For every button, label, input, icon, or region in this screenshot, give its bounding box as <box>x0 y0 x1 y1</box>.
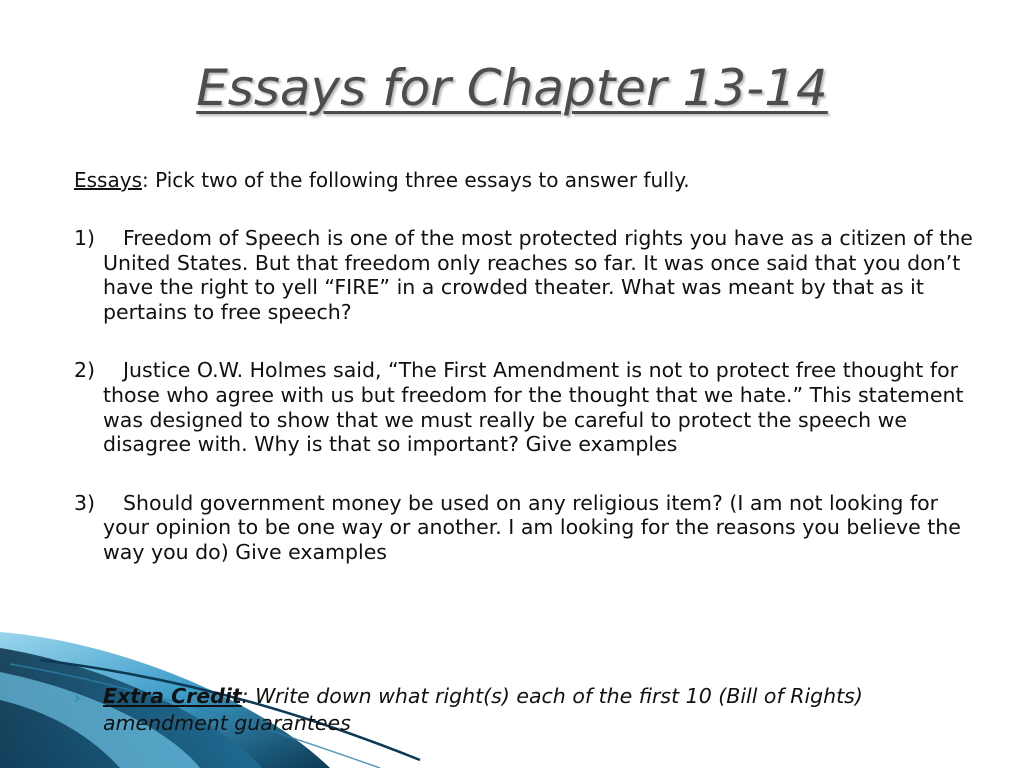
essay-content <box>74 166 974 565</box>
intro-text: : Pick two of the following three essays to answer fully. <box>142 168 690 192</box>
extra-credit-text: : Write down what right(s) each of the first 10 (Bill of Rights) amendment guarantees <box>103 684 863 735</box>
essay-text: Should government money be used on any religious item? (I am not looking for your opinion to be one way or another. I am looking for the reasons you believe the way you do) Give examples <box>103 490 961 564</box>
essay-number: 1) <box>74 226 96 250</box>
essay-text: Freedom of Speech is one of the most protected rights you have as a citizen of the United States. But that freedom only reaches so far. It was once said that you don’t have the right to yell “FIRE” in a crowded theater. What was meant by that as it pertains to free speech? <box>103 226 973 324</box>
extra-credit-label: Extra Credit <box>103 684 242 708</box>
page-title: Essays for Chapter 13-14 <box>196 59 828 117</box>
chevron-bullet-icon: › <box>74 688 81 707</box>
intro-label: Essays <box>74 168 142 192</box>
essay-number: 2) <box>74 358 96 383</box>
essay-text: Justice O.W. Holmes said, “The First Amendment is not to protect free thought for those who agree with us but freedom for the thought that we hate.” This statement was designed to show that we must really be careful to protect the speech we disagree with. Why is that so important? Give examples <box>103 358 964 457</box>
essay-item-2 <box>74 358 974 456</box>
extra-credit <box>74 684 983 735</box>
essay-number: 3) <box>74 490 96 515</box>
intro-line <box>74 166 974 194</box>
essay-item-1 <box>74 226 974 324</box>
essay-item-3 <box>74 491 974 565</box>
